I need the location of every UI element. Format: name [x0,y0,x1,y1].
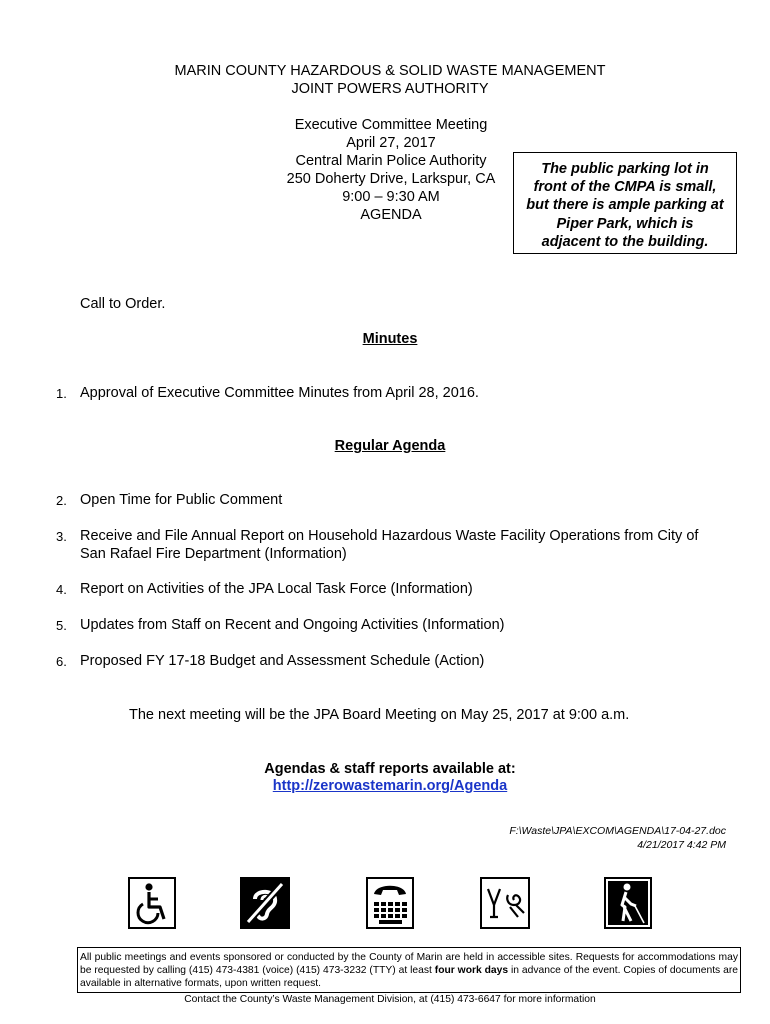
accessibility-notice [77,947,741,993]
item-number: 1. [56,386,67,401]
accessibility-notice-text: All public meetings and events sponsored or conducted by the County of Marin are held in accessible sites. Requests for accommodations may be requested by calling (415) 473-4381 (voice) (415) 473-3232 (TTY) at least [80,952,738,976]
item-number: 6. [56,654,67,669]
low-vision-icon [604,877,652,929]
resources-heading: Agendas & staff reports available at: [264,761,516,777]
agenda-item-continued: San Rafael Fire Department (Information) [80,546,347,562]
parking-notice-line: Piper Park, which is [556,215,694,232]
accessibility-notice-emphasis: four work days [434,965,509,976]
call-to-order: Call to Order. [80,296,166,312]
agenda-item: Updates from Staff on Recent and Ongoing Activities (Information) [80,617,505,633]
org-subtitle: JOINT POWERS AUTHORITY [291,81,489,97]
meeting-time: 9:00 – 9:30 AM [342,189,440,205]
contact-line: Contact the County’s Waste Management Division, at (415) 473-6647 for more information [184,994,596,1005]
tty-icon [366,877,414,929]
agenda-item: Report on Activities of the JPA Local Task Force (Information) [80,581,473,597]
meeting-date: April 27, 2017 [346,135,436,151]
assistive-listening-icon [240,877,290,929]
item-number: 3. [56,529,67,544]
next-meeting: The next meeting will be the JPA Board Meeting on May 25, 2017 at 9:00 a.m. [129,707,630,723]
section-minutes: Minutes [362,331,418,347]
parking-notice-line: adjacent to the building. [541,233,709,250]
parking-notice-line: The public parking lot in [541,161,709,177]
item-number: 4. [56,582,67,597]
accessibility-notice-text: in advance of the event. Copies of documents are available in alternative formats, upon written request. [80,965,738,989]
meeting-venue: Central Marin Police Authority [295,153,487,169]
file-path: F:\Waste\JPA\EXCOM\AGENDA\17-04-27.doc [509,825,726,837]
item-number: 2. [56,493,67,508]
agenda-item: Approval of Executive Committee Minutes from April 28, 2016. [80,385,479,401]
org-title: MARIN COUNTY HAZARDOUS & SOLID WASTE MANAGEMENT [174,63,606,79]
agenda-item: Open Time for Public Comment [80,492,283,508]
file-timestamp: 4/21/2017 4:42 PM [637,839,726,851]
agenda-item: Proposed FY 17-18 Budget and Assessment Schedule (Action) [80,653,485,669]
wheelchair-icon [128,877,176,929]
meeting-title: Executive Committee Meeting [294,117,488,133]
meeting-address: 250 Doherty Drive, Larkspur, CA [286,171,496,187]
parking-notice-line: but there is ample parking at [526,197,724,214]
agenda-link[interactable]: http://zerowastemarin.org/Agenda [272,778,508,794]
parking-notice-line: front of the CMPA is small, [533,179,717,196]
section-regular-agenda: Regular Agenda [334,438,446,454]
parking-notice [513,152,737,254]
sign-language-icon [480,877,530,929]
meeting-agenda-label: AGENDA [360,207,422,223]
agenda-item: Receive and File Annual Report on Household Hazardous Waste Facility Operations from City of [80,528,699,544]
item-number: 5. [56,618,67,633]
